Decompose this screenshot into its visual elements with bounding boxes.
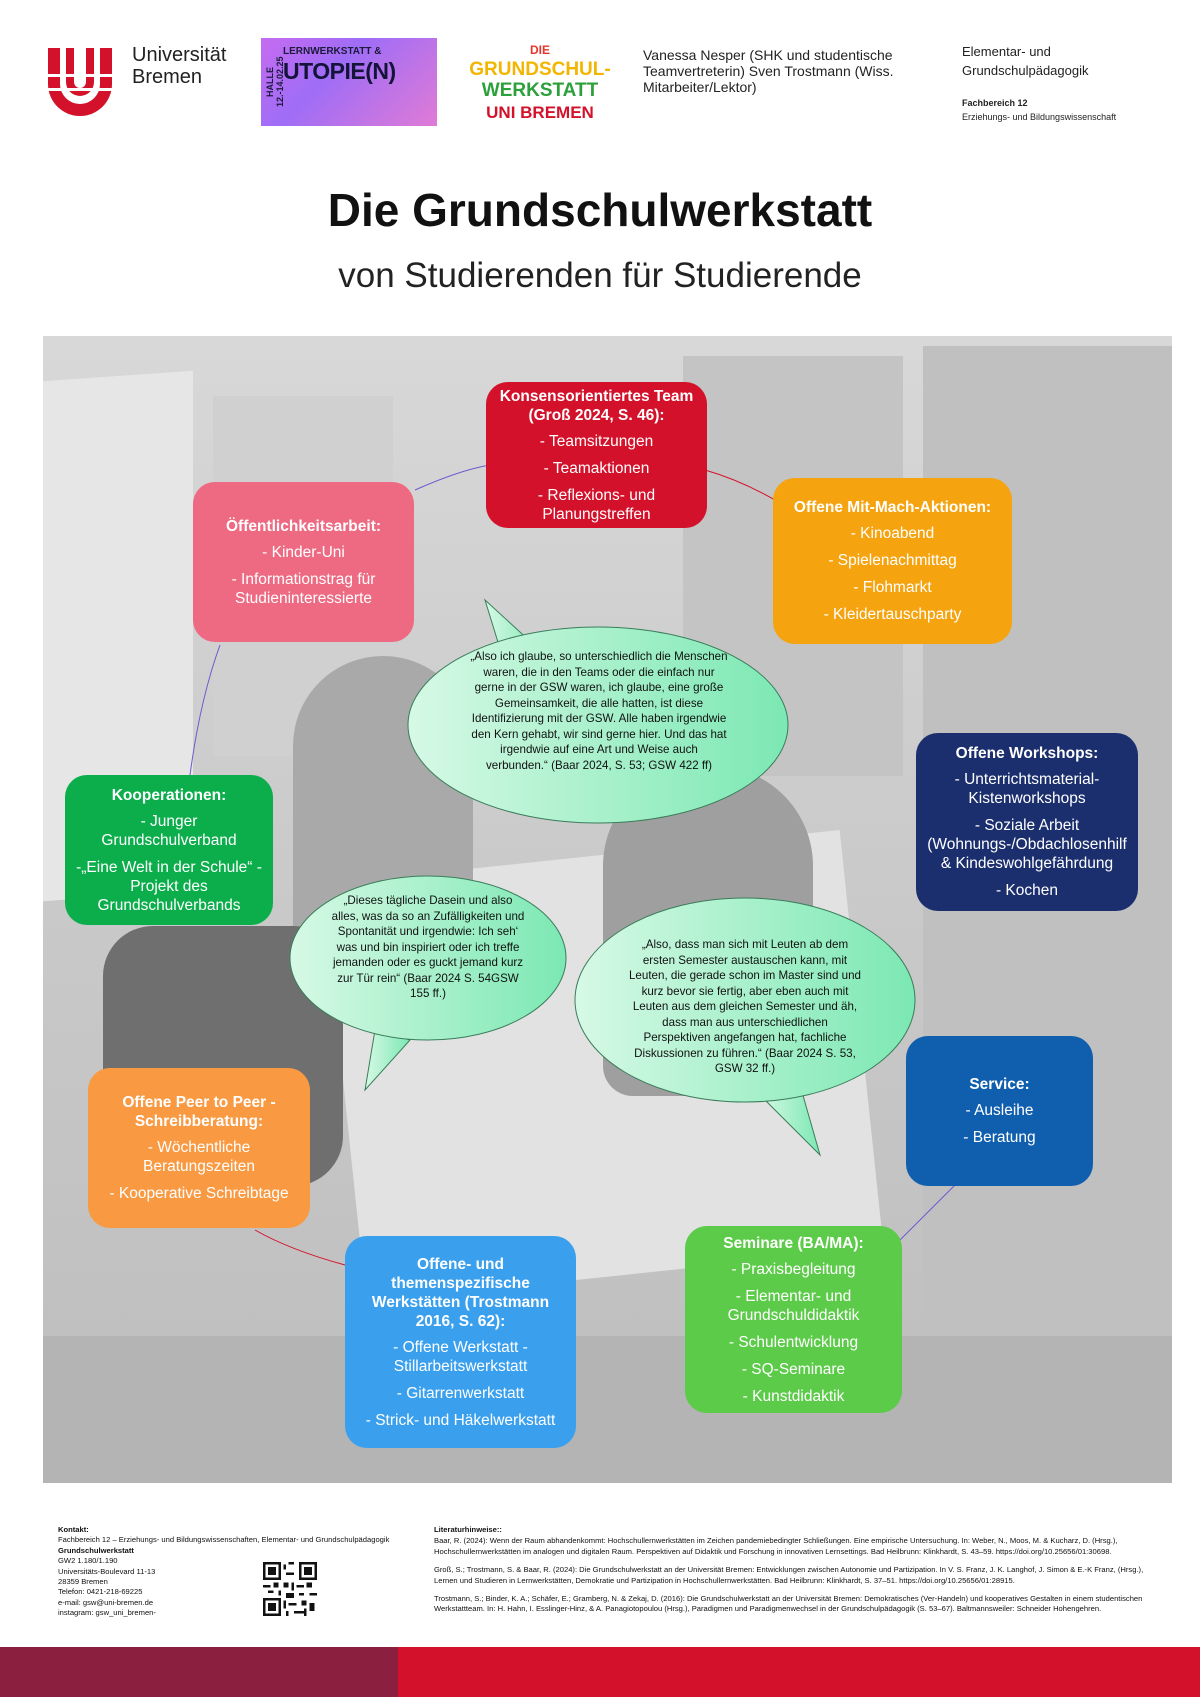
box-seminare-item: - Praxisbegleitung [731,1260,856,1278]
box-team-item: - Teamsitzungen [539,432,654,450]
box-service [906,1036,1093,1186]
faculty-name: Erziehungs- und Bildungswissenschaft [962,112,1117,122]
poster-subtitle: von Studierenden für Studierende [338,256,862,295]
utopie-big-text: UTOPIE(N) [283,58,396,84]
box-werkstaetten-item: - Strick- und Häkelwerkstatt [365,1411,556,1429]
box-workshops-item: - Kochen [995,882,1059,899]
box-seminare-item: - SQ-Seminare [741,1360,846,1378]
faculty-number: Fachbereich 12 [962,98,1028,108]
box-seminare-item: - Schulentwicklung [728,1333,859,1351]
box-team-item: - Teamaktionen [543,459,650,477]
box-seminare [685,1226,902,1413]
box-peer-item: - Kooperative Schreibtage [109,1185,289,1202]
poster-title: Die Grundschulwerkstatt [327,184,873,236]
box-peer-title: Offene Peer to Peer - Schreibberatung: [122,1094,276,1130]
box-service-item: - Ausleihe [965,1102,1034,1119]
references-block [434,1525,1154,1623]
box-service-title: Service: [969,1076,1030,1093]
box-peer [88,1068,310,1228]
contact-line: Fachbereich 12 – Erziehungs- und Bildungswissenschaften, Elementar- und Grundschulpädagogik [58,1535,390,1545]
box-mitmach-item: - Flohmarkt [853,579,932,596]
contact-line: 28359 Bremen [58,1577,108,1587]
references-label: Literaturhinweise:: [434,1525,502,1534]
footer-band-dark [0,1647,398,1697]
box-peer-item: - Wöchentliche Beratungszeiten [142,1139,256,1175]
quote-identification: „Also ich glaube, so unterschiedlich die Menschen waren, die in den Teams oder die einfach nur gerne in der GSW waren, ich glaube, eine große Gemeinsamkeit, die alle hatten, ist diese Identifizierung mit der GSW. Alle haben irgendwie den Kern gehabt, wir sind gerne hier. Und das hat irgendwie auf eine Art und Weise auch verbunden.“ (Baar 2024, S. 53; GSW 422 ff) [470,650,728,772]
contact-line: Telefon: 0421-218-69225 [58,1587,143,1597]
contact-line: instagram: gsw_uni_bremen- [58,1608,156,1618]
box-mitmach-item: - Kleidertauschparty [823,606,962,623]
utopie-side-text: HALLE 12.-14.02.25 [265,56,285,108]
svg-text:WERKSTATT: WERKSTATT [481,80,599,101]
box-werkstaetten-item: - Offene Werkstatt - Stillarbeitswerkstatt [393,1338,528,1375]
box-team [486,382,707,528]
box-seminare-item: - Kunstdidaktik [742,1387,845,1405]
department-line2: Grundschulpädagogik [962,63,1089,78]
box-kooperationen-item: -„Eine Welt in der Schule“ - Projekt des Grundschulverbands [76,858,262,914]
svg-text:UNI BREMEN: UNI BREMEN [486,103,594,122]
box-service-item: - Beratung [963,1129,1036,1146]
svg-text:DIE: DIE [529,43,551,57]
box-workshops [916,733,1138,911]
utopie-top-text: LERNWERKSTATT & [283,46,382,57]
contact-line: GW2 1.180/1.190 [58,1556,118,1566]
box-werkstaetten-item: - Gitarrenwerkstatt [396,1384,525,1402]
svg-text:GRUNDSCHUL-: GRUNDSCHUL- [469,59,611,80]
reference-item: Trostmann, S.; Binder, K. A.; Schäfer, E.; Gramberg, N. & Zekaj, D. (2016): Die Grundschulwerkstatt an der Universität Bremen: Demokratisches (Ver-Handeln) und kooperatives Gestalten in einem studentischen Werkstattteam. In: H. Hahn, I. Esslinger-Hinz, & A. Panagiotopoulou (Hrsg.), Paradigmen und Paradigmenwechsel in der Grundschulpädagogik (S. 53–67). Baltmannsweiler: Schneider Hohengehren. [434,1594,1143,1614]
box-oeffentlichkeit-title: Öffentlichkeitsarbeit: [225,517,382,535]
box-seminare-item: - Elementar- und Grundschuldidaktik [727,1287,860,1324]
box-workshops-title: Offene Workshops: [955,745,1099,762]
box-kooperationen [65,775,273,925]
contact-block [58,1525,438,1619]
contact-line: e-mail: gsw@uni-bremen.de [58,1597,154,1607]
box-oeffentlichkeit-item: - Kinder-Uni [262,543,345,561]
contact-line: Universitäts-Boulevard 11-13 [58,1566,156,1576]
box-mitmach [773,478,1012,644]
box-seminare-title: Seminare (BA/MA): [723,1234,864,1252]
box-workshops-item: - Soziale Arbeit (Wohnungs-/Obdachlosenhilf & Kindeswohlgefährdung [927,817,1127,872]
box-werkstaetten-title: Offene- und themenspezifische Werkstätten (Trostmann 2016, S. 62): [371,1255,550,1330]
box-oeffentlichkeit-item: - Informationstrag für Studieninteressierte [231,570,376,607]
department-line1: Elementar- und [962,44,1051,59]
uni-name-line1: Universität [132,44,227,66]
box-mitmach-title: Offene Mit-Mach-Aktionen: [793,499,992,516]
reference-item: Baar, R. (2024): Wenn der Raum abhandenkommt: Hochschullernwerkstätten im Zeichen pandemiebedingter Schließungen. Eine empirische Untersuchung. In: Weber, N., Moos, M. & Kucharz, D. (Hrsg.), Hochschullernwerkstätten im analogen und digitalen Raum. Perspektiven auf Didaktik und Forschung in innovativen Lernsettings. Bad Heilbrunn: Klinkhardt, S. 43–59. https://doi.org/10.25656/01:30698. [434,1536,1118,1556]
contact-label: Kontakt: [58,1525,89,1534]
quote-spontaneity: „Dieses tägliche Dasein und also alles, was da so an Zufälligkeiten und Spontanität und irgendwie: Ich seh‘ was und bin inspiriert oder ich treffe jemanden oder es guckt jemand kurz zur Tür rein“ (Baar 2024 S. 54GSW 155 ff.) [331,894,525,1000]
box-team-item: - Reflexions- und Planungstreffen [537,486,656,523]
box-kooperationen-item: - Junger Grundschulverband [101,812,237,849]
box-workshops-item: - Unterrichtsmaterial-Kistenworkshops [954,771,1100,807]
quote-exchange: „Also, dass man sich mit Leuten ab dem ersten Semester austauschen kann, mit Leuten, die gerade schon im Master sind und kurz bevor sie fertig, aber eben auch mit Leuten aus dem gleichen Semester und äh, dass man aus unterschiedlichen Perspektiven angefangen hat, fachliche Diskussionen zu führen.“ (Baar 2024 S. 53, GSW 32 ff.) [628,938,862,1075]
reference-item: Groß, S.; Trostmann, S. & Baar, R. (2024): Die Grundschulwerkstatt an der Universität Bremen: Entwicklungen zwischen Autonomie und Partizipation. In V. S. Franz, J. K. Langhof, J. Simon & E.-K Franz, (Hrsg.), Lernen und Studieren in Lernwerkstätten, Demokratie und Partizipation in Hochschullernwerkstätten. Bad Heilbrunn: Klinkhardt, S. 37–51. https://doi.org/10.25656/01:28915. [434,1565,1144,1585]
footer-band-red [398,1647,1200,1697]
authors: Vanessa Nesper (SHK und studentische Teamvertreterin) Sven Trostmann (Wiss. Mitarbeiter/Lektor) [643,47,894,95]
box-werkstaetten [345,1236,576,1448]
box-mitmach-item: - Kinoabend [850,525,935,542]
box-mitmach-item: - Spielenachmittag [828,552,957,569]
box-team-title: Konsensorientiertes Team (Groß 2024, S. 46): [499,387,694,424]
contact-line: Grundschulwerkstatt [58,1545,134,1555]
box-kooperationen-title: Kooperationen: [111,786,227,804]
uni-name-line2: Bremen [132,66,203,88]
box-oeffentlichkeit [193,482,414,642]
qr-code-icon [263,1562,317,1616]
